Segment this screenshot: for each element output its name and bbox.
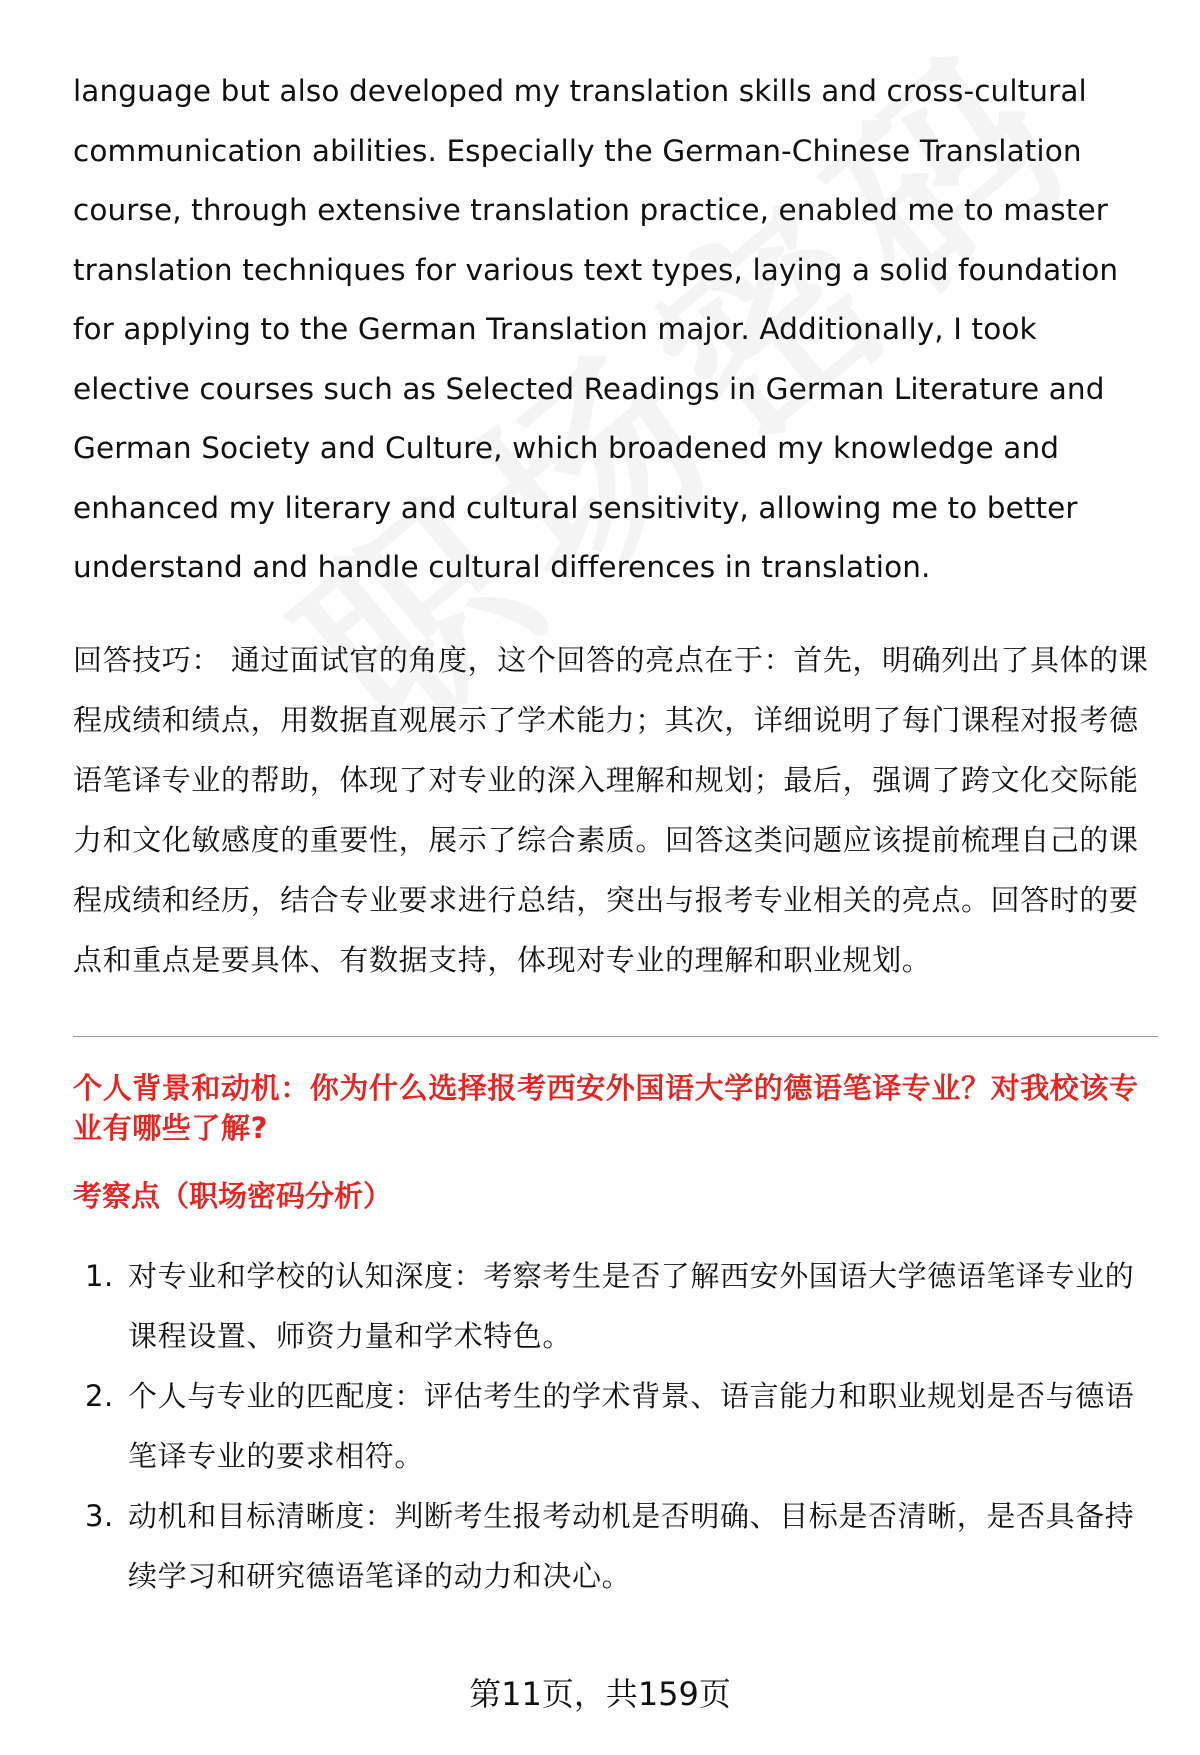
assessment-heading: 考察点（职场密码分析） [73,1178,393,1213]
section-divider [73,1036,1158,1037]
document-page [73,62,1158,1606]
list-item [73,1246,1158,1366]
list-item [73,1366,1158,1486]
list-item [73,1486,1158,1606]
list-item-text: 对专业和学校的认知深度：考察考生是否了解西安外国语大学德语笔译专业的课程设置、师资力量和学术特色。 [128,1258,1135,1353]
list-item-number: 3. [85,1498,114,1533]
question-heading: 个人背景和动机：你为什么选择报考西安外国语大学的德语笔译专业？对我校该专业有哪些了解? [73,1070,1139,1145]
answer-tip-paragraph: 回答技巧： 通过面试官的角度，这个回答的亮点在于：首先，明确列出了具体的课程成绩和绩点，用数据直观展示了学术能力；其次，详细说明了每门课程对报考德语笔译专业的帮助，体现了对专业的深入理解和规划；最后，强调了跨文化交际能力和文化敏感度的重要性，展示了综合素质。回答这类问题应该提前梳理自己的课程成绩和经历，结合专业要求进行总结，突出与报考专业相关的亮点。回答时的要点和重点是要具体、有数据支持，体现对专业的理解和职业规划。 [73,642,1149,977]
assessment-list [73,1246,1158,1606]
page-number-footer: 第11页，共159页 [469,1675,731,1713]
list-item-text: 个人与专业的匹配度：评估考生的学术背景、语言能力和职业规划是否与德语笔译专业的要求相符。 [128,1378,1135,1473]
english-paragraph: language but also developed my translation skills and cross-cultural communication abilities. Especially the German-Chinese Translation course, through extensive translation practice, enabled me to master translation techniques for various text types, laying a solid foundation for applying to the German Translation major. Additionally, I took elective courses such as Selected Readings in German Literature and German Society and Culture, which broadened my knowledge and enhanced my literary and cultural sensitivity, allowing me to better understand and handle cultural differences in translation. [73,74,1119,584]
list-item-number: 1. [85,1258,114,1293]
list-item-number: 2. [85,1378,114,1413]
list-item-text: 动机和目标清晰度：判断考生报考动机是否明确、目标是否清晰，是否具备持续学习和研究德语笔译的动力和决心。 [128,1498,1135,1593]
